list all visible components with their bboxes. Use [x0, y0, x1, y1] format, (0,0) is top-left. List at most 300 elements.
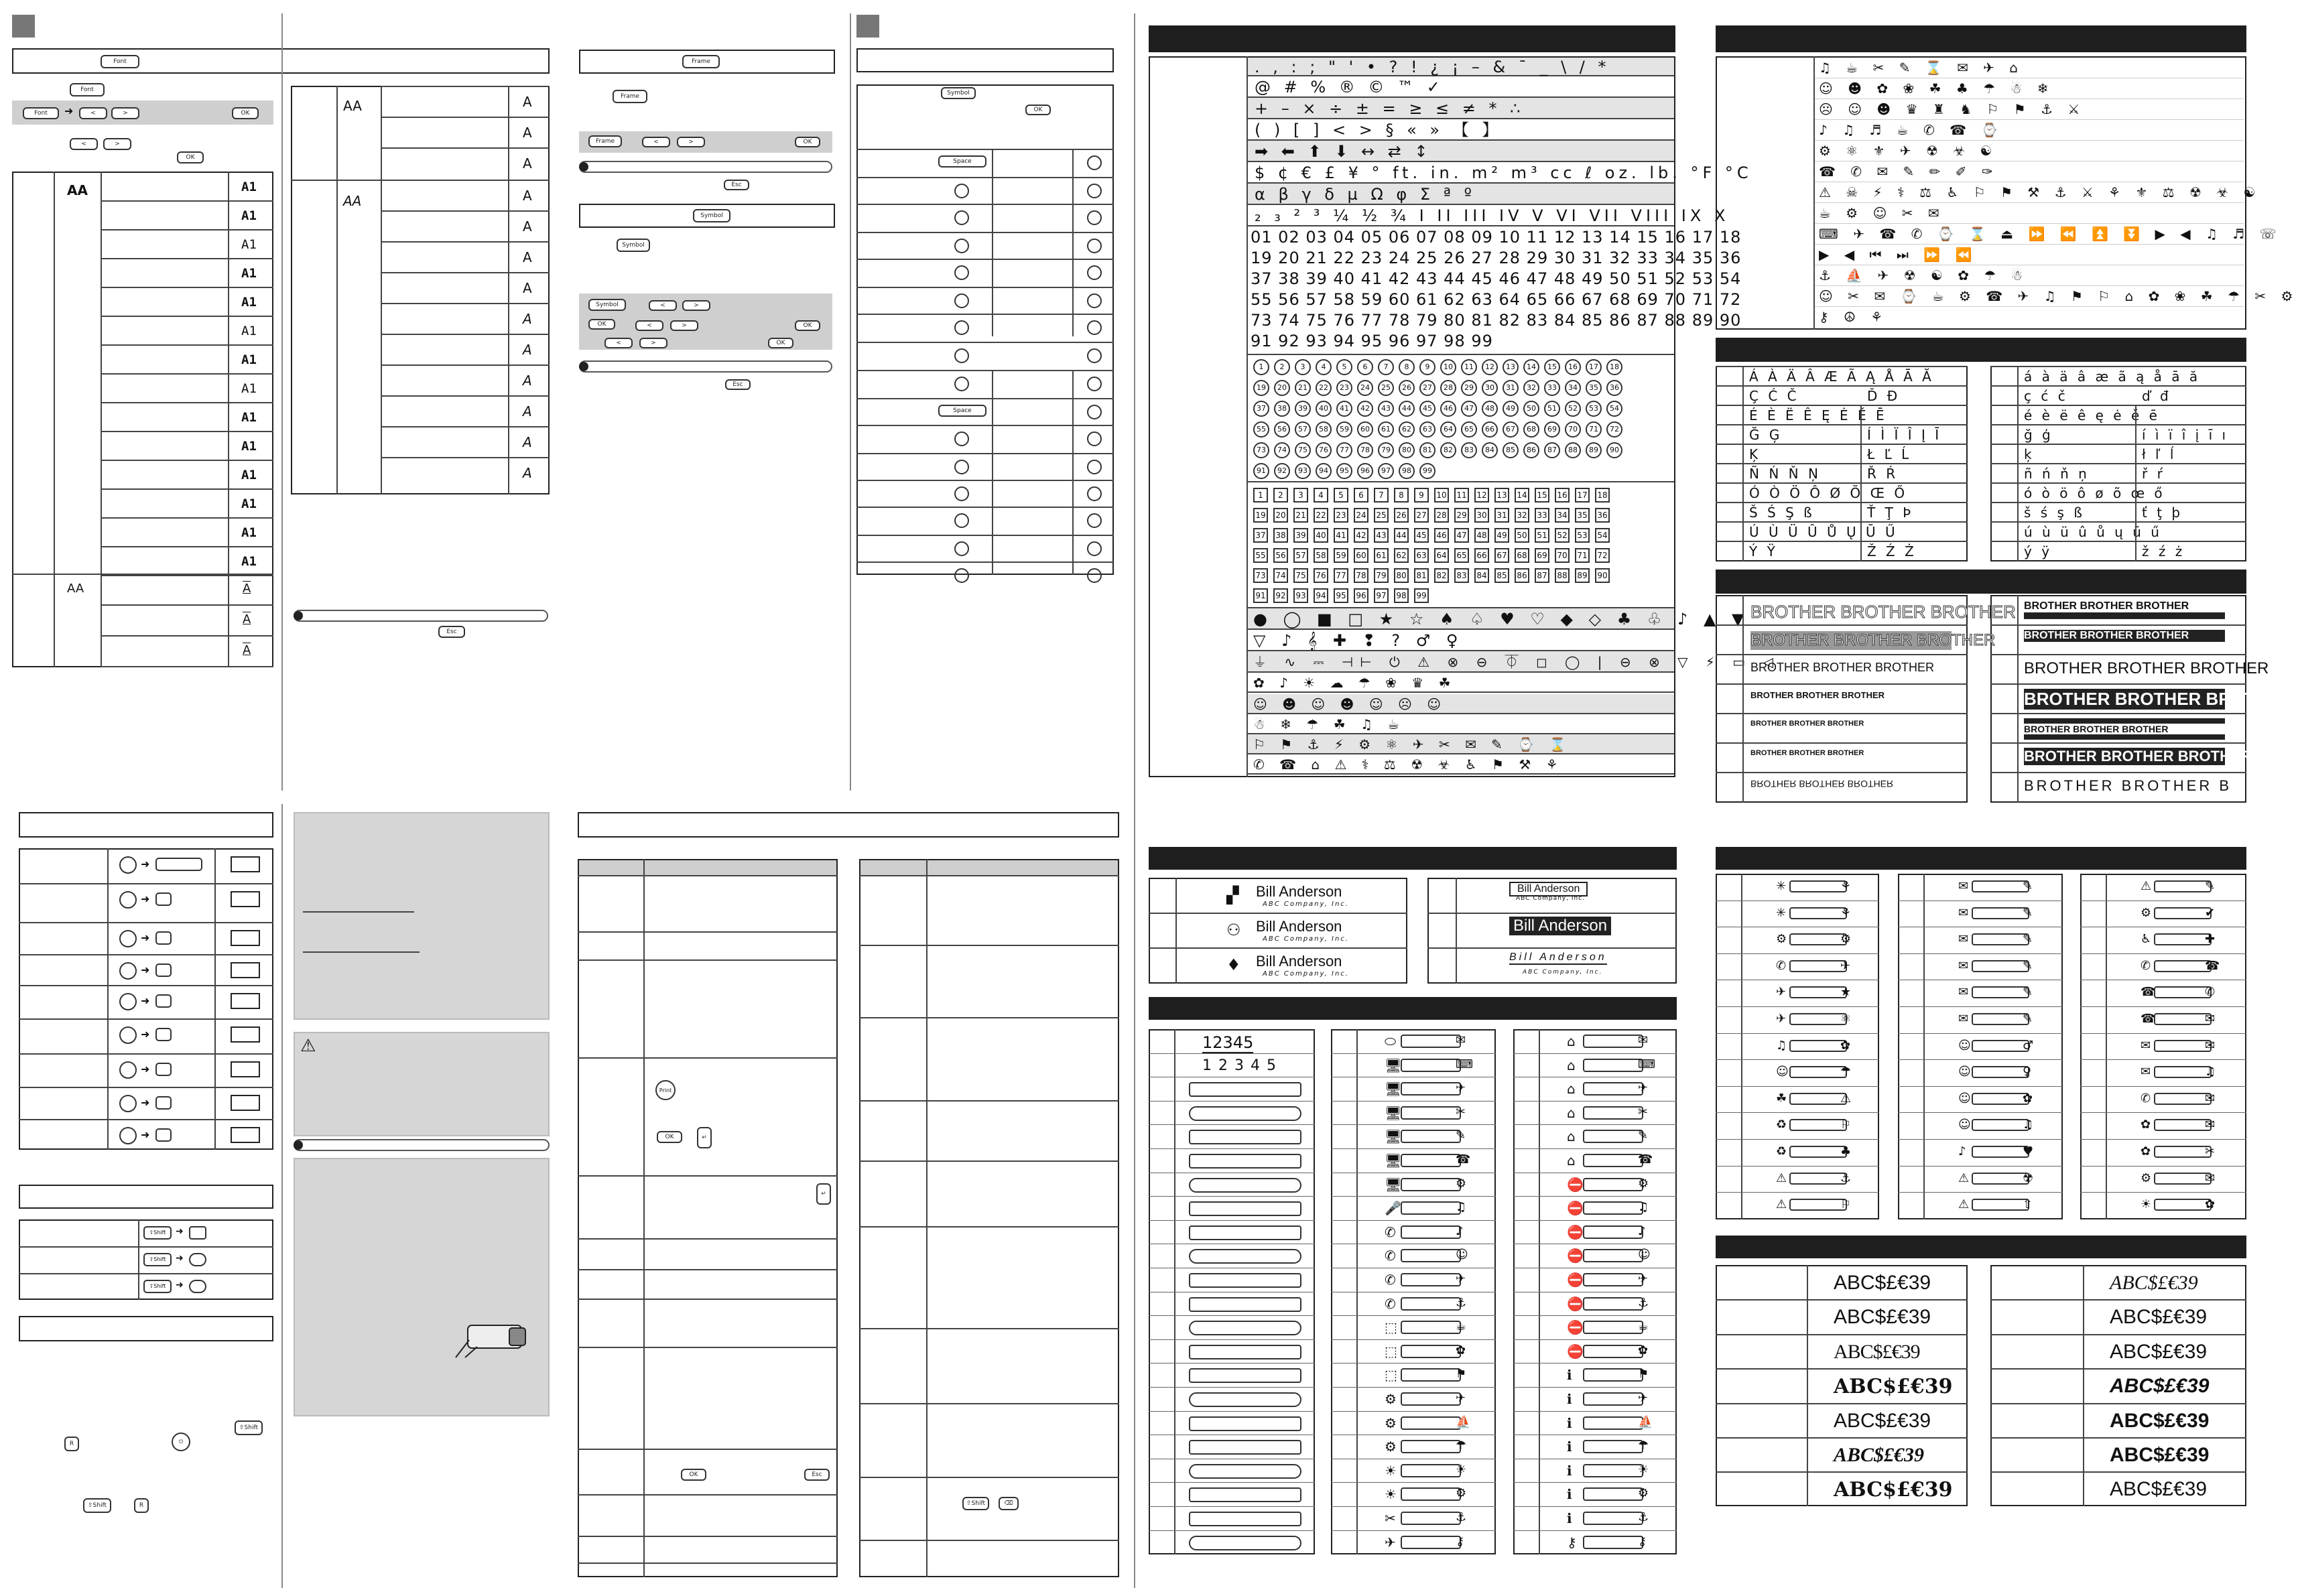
letter-key[interactable]: [1087, 377, 1102, 391]
frame-icon-right: ⚓: [1638, 1295, 1649, 1310]
letter-key[interactable]: [1087, 155, 1102, 170]
reset-header: [19, 1316, 273, 1341]
ok-key-7[interactable]: OK: [1025, 105, 1051, 115]
ok-key-9[interactable]: OK: [681, 1469, 706, 1481]
letter-key[interactable]: [954, 377, 969, 391]
circled-number: 3: [1295, 359, 1311, 375]
menu-key[interactable]: [119, 891, 137, 909]
menu-key[interactable]: [119, 930, 137, 947]
letter-key[interactable]: [1087, 320, 1102, 335]
circled-number-row: [1253, 380, 1627, 396]
icon-left: ✉: [1958, 985, 1969, 1000]
left-key-2[interactable]: <: [70, 138, 98, 150]
letter-key[interactable]: [1087, 405, 1102, 419]
frame-icon-left: ☀: [1385, 1462, 1397, 1479]
row-line: [101, 316, 273, 317]
r-key-2[interactable]: R: [134, 1498, 149, 1513]
font-size-sample: A1: [241, 525, 257, 540]
frame-icon-right: ☺: [1456, 1248, 1468, 1262]
frame-key-3[interactable]: Frame: [588, 135, 622, 147]
circled-number: 11: [1461, 359, 1477, 375]
ok-key-8[interactable]: OK: [657, 1131, 682, 1143]
template-header: [1149, 847, 1677, 870]
boxed-number: 33: [1535, 508, 1549, 523]
shift-key-c[interactable]: ⇧Shift: [962, 1497, 989, 1510]
boxed-number: 7: [1374, 488, 1389, 503]
row-line: [1716, 772, 1968, 773]
circled-number: 39: [1295, 401, 1311, 417]
circled-number: 87: [1544, 442, 1560, 458]
letter-key[interactable]: [954, 210, 969, 225]
font-key[interactable]: Font: [101, 55, 139, 68]
shift-key[interactable]: ⇧Shift: [143, 1280, 172, 1293]
shift-key-a[interactable]: ⇧Shift: [235, 1420, 263, 1435]
icon-left: ☺: [1776, 1065, 1789, 1079]
width-sample-icon: A: [243, 643, 251, 657]
boxed-number: 98: [1394, 588, 1409, 603]
frame-sample: [1583, 1416, 1643, 1430]
icon-left: ☺: [1958, 1118, 1971, 1132]
frame-icon-left: ✂: [1385, 1510, 1396, 1526]
letter-key[interactable]: [1087, 239, 1102, 253]
frame-key[interactable]: Frame: [682, 55, 720, 68]
frame-sample: [1583, 1249, 1643, 1262]
boxed-number: 16: [1555, 488, 1570, 503]
space-key[interactable]: Space: [938, 405, 986, 417]
frame-icon-right: ⚓: [1456, 1295, 1467, 1310]
esc-key-2[interactable]: Esc: [724, 180, 749, 190]
function-key[interactable]: [155, 1063, 172, 1076]
letter-key[interactable]: [1087, 293, 1102, 308]
accent-chars: Á À Ä Â Æ Ã Ą Å Ā Ă: [1749, 369, 1934, 385]
row-line: [856, 177, 1114, 178]
boxed-number: 6: [1354, 488, 1368, 503]
letter-key[interactable]: [1087, 541, 1102, 556]
circled-number: 60: [1357, 421, 1373, 438]
row-line: [1513, 1530, 1677, 1531]
font-size-sample: A1: [241, 208, 257, 223]
col-line: [2017, 595, 2019, 803]
icon-left: ✉: [1958, 1012, 1969, 1026]
frame-key-2[interactable]: Frame: [613, 90, 647, 103]
boxed-number: 53: [1575, 528, 1590, 543]
icon-right: ♥: [2023, 1144, 2034, 1158]
row-line: [1513, 1053, 1677, 1054]
boxed-number: 51: [1535, 528, 1549, 543]
style-sample: ABC$£€39: [1834, 1306, 1931, 1329]
left-key-6[interactable]: <: [604, 338, 633, 348]
row-line: [1990, 683, 2246, 685]
icon-right: ⚐: [1840, 1197, 1852, 1212]
icon-right: ⚘: [1840, 879, 1852, 893]
row-line: [381, 210, 550, 212]
boxed-number: 61: [1374, 548, 1389, 563]
boxed-number: 12: [1474, 488, 1489, 503]
circled-number: 77: [1336, 442, 1352, 458]
col-line: [2106, 874, 2107, 1219]
frame-icon-right: ☺: [1638, 1248, 1651, 1262]
font-key-2[interactable]: Font: [70, 83, 105, 96]
letter-key[interactable]: [1087, 265, 1102, 280]
icon-right: ☎: [2205, 958, 2220, 973]
menu-key[interactable]: [119, 1026, 137, 1044]
info-panel: [294, 812, 550, 1020]
letter-key[interactable]: [1087, 460, 1102, 474]
ok-key[interactable]: OK: [232, 107, 259, 119]
letter-key[interactable]: [954, 320, 969, 335]
letter-key[interactable]: [1087, 513, 1102, 528]
enter-key-2[interactable]: ↵: [816, 1183, 831, 1205]
icon-right: ✉: [2205, 1118, 2216, 1132]
row-line: [1513, 1411, 1677, 1412]
icon-frame-sample: [1972, 1119, 2029, 1131]
pictograph-row: ♪ ♫ ♬ ☕ ✆ ☎ ⌚: [1815, 120, 2244, 141]
letter-key[interactable]: [1087, 210, 1102, 225]
ok-key-2[interactable]: OK: [177, 151, 204, 163]
boxed-number: 22: [1314, 508, 1328, 523]
row-line: [1990, 1334, 2246, 1335]
icon-right: ♣: [1840, 1144, 1852, 1158]
accent-chars: Ł Ľ Ĺ: [1867, 446, 1912, 462]
function-key[interactable]: [155, 892, 172, 906]
circled-number: 91: [1253, 463, 1269, 479]
row-line: [1716, 1192, 1879, 1193]
frame-sample: [1189, 1321, 1301, 1335]
ok-key-3[interactable]: OK: [795, 137, 820, 147]
trouble-header: [578, 812, 1119, 838]
row-line: [578, 1536, 838, 1537]
boxed-number: 47: [1454, 528, 1469, 543]
frame-icon-left: ℹ: [1567, 1414, 1572, 1431]
circled-number: 41: [1336, 401, 1352, 417]
frame-icon-right: ☂: [1456, 1439, 1467, 1453]
letter-key[interactable]: [954, 541, 969, 556]
shift-key[interactable]: ⇧Shift: [143, 1253, 172, 1266]
symbol-key-2[interactable]: Symbol: [617, 239, 650, 252]
boxed-number: 60: [1354, 548, 1368, 563]
function-key[interactable]: [189, 1280, 206, 1293]
letter-key[interactable]: [954, 431, 969, 446]
frame-icon-left: ⛔: [1567, 1176, 1584, 1193]
circled-number: 31: [1503, 380, 1519, 396]
space-key[interactable]: Space: [938, 155, 986, 168]
menu-key[interactable]: [119, 1061, 137, 1079]
frame-icon-right: ⛵: [1456, 1414, 1471, 1429]
pictograph-row: ⌨ ✈ ☎ ✆ ⌚ ⌛ ⏏ ⏩ ⏪ ⏫ ⏬ ▶ ◀ ♫ ♬ ☏: [1815, 224, 2244, 245]
circled-number: 44: [1399, 401, 1415, 417]
row-line: [1331, 1506, 1496, 1507]
frame-icon-right: ⚙: [1456, 1486, 1467, 1501]
frame-icon-left: ⬭: [1385, 1033, 1397, 1049]
symbol-row: $ ¢ € £ ¥ ° ft. in. m² m³ cc ℓ oz. lb. °F °C: [1248, 162, 1674, 184]
row-line: [1331, 1530, 1496, 1531]
right-key-3[interactable]: >: [677, 137, 705, 147]
row-line: [1990, 1471, 2246, 1473]
icon-left: ☎: [2141, 985, 2156, 1000]
icon-right: ✉: [2205, 1038, 2216, 1053]
symbol-key-4[interactable]: Symbol: [941, 87, 976, 99]
icon-frame-sample: [1972, 1040, 2029, 1052]
function-key[interactable]: [155, 858, 202, 871]
accent-chars: á à ä â æ ã ą å ā ă: [2024, 369, 2201, 385]
row-line: [1331, 1220, 1496, 1221]
frame-sample: [1189, 1464, 1301, 1479]
row-line: [1149, 1220, 1315, 1221]
row-line: [859, 1100, 1119, 1102]
row-line: [1716, 424, 1968, 425]
accent-chars: ú ù ü û ů ų ū ű: [2024, 524, 2162, 540]
letter-key[interactable]: [954, 239, 969, 253]
circled-number: 13: [1503, 359, 1519, 375]
style-sample: ABC$£€39: [1834, 1478, 1953, 1502]
right-key-6[interactable]: >: [639, 338, 667, 348]
right-key-4[interactable]: >: [682, 300, 710, 311]
boxed-number: 39: [1293, 528, 1308, 543]
letter-key[interactable]: [954, 513, 969, 528]
row-line: [1990, 1437, 2246, 1439]
letter-key[interactable]: [954, 293, 969, 308]
esc-key-3[interactable]: Esc: [725, 379, 751, 390]
row-line: [1716, 1166, 1879, 1167]
frame-icon-right: ☂: [1638, 1439, 1649, 1453]
frame-icon-right: ⚷: [1638, 1534, 1647, 1548]
frame-icon-right: ✂: [1638, 1104, 1649, 1119]
row-line: [101, 344, 273, 346]
circled-number: 51: [1544, 401, 1560, 417]
icon-left: ✉: [2141, 1065, 2151, 1079]
style-sample-icon: A: [523, 125, 532, 141]
icon-right: ✉: [2205, 1012, 2216, 1026]
frame-sample: [1583, 1106, 1643, 1120]
row-line: [1513, 1124, 1677, 1125]
row-line: [859, 875, 1119, 876]
row-line: [1990, 541, 2246, 542]
icon-left: ✿: [2141, 1144, 2151, 1158]
letter-key[interactable]: [1087, 184, 1102, 198]
boxed-number: 83: [1454, 568, 1469, 583]
frame-icon-left: ℹ: [1567, 1510, 1572, 1526]
font-key-3[interactable]: Font: [23, 107, 59, 119]
function-key[interactable]: [155, 931, 172, 945]
icon-frame-sample: [1972, 907, 2029, 919]
boxed-number: 57: [1293, 548, 1308, 563]
row-line: [381, 457, 550, 458]
letter-key[interactable]: [1087, 348, 1102, 363]
row-line: [578, 1449, 838, 1450]
row-line: [1149, 1315, 1315, 1316]
accent-chars: ž ź ż: [2142, 543, 2185, 559]
letter-key[interactable]: [1087, 568, 1102, 583]
font-size-sample: A1: [241, 266, 257, 281]
letter-key[interactable]: [1087, 486, 1102, 501]
menu-key[interactable]: [119, 856, 137, 874]
pictograph-row: ⚓ ⛵ ✈ ☢ ☯ ✿ ☂ ☃: [1815, 265, 2244, 286]
function-key[interactable]: [155, 1128, 172, 1142]
letter-key[interactable]: [954, 184, 969, 198]
icon-frame-sample: [2154, 1013, 2212, 1025]
pictograph-row: ☕ ⚙ ☺ ✂ ✉: [1815, 203, 2244, 224]
accent-chars: ñ ń ň ņ: [2024, 466, 2090, 482]
caution-panel: [294, 1032, 550, 1136]
icon-frame-sample: [1789, 1093, 1847, 1105]
circled-number: 14: [1523, 359, 1539, 375]
right-key-5[interactable]: >: [670, 320, 698, 331]
style-sample-icon: A: [523, 188, 532, 204]
shift-key[interactable]: ⇧Shift: [143, 1226, 172, 1240]
circled-number: 50: [1523, 401, 1539, 417]
brother-sample: BROTHER BROTHER BROTHER: [1750, 631, 1996, 649]
icon-right: ✎: [2205, 879, 2216, 893]
style-sample-icon: A: [523, 280, 532, 296]
frame-sample: [1189, 1416, 1301, 1431]
print-key[interactable]: Print: [655, 1080, 676, 1100]
icon-left: ♻: [1776, 1118, 1787, 1132]
row-line: [19, 1273, 273, 1274]
pictograph-row: ☃ ❄ ☂ ☘ ♫ ☕: [1248, 714, 1674, 734]
right-key-2[interactable]: >: [103, 138, 131, 150]
boxed-number: 94: [1314, 588, 1328, 603]
function-key[interactable]: [155, 994, 172, 1008]
col-line: [138, 1219, 139, 1300]
icon-left: ☺: [1958, 1038, 1971, 1053]
shift-key-b[interactable]: ⇧Shift: [83, 1498, 111, 1513]
boxed-number: 87: [1535, 568, 1549, 583]
menu-key[interactable]: [119, 993, 137, 1010]
font-size-sample: A1: [241, 439, 257, 454]
ok-key-6[interactable]: OK: [768, 338, 793, 348]
backspace-key[interactable]: ⌫: [999, 1497, 1019, 1510]
pictograph-row: ♫ ☕ ✂ ✎ ⌛ ✉ ✈ ⌂: [1815, 58, 2244, 78]
row-line: [1513, 1101, 1677, 1102]
template-icon: ▞: [1226, 886, 1239, 905]
row-line: [1990, 463, 2246, 464]
accent-chars: Ž Ź Ż: [1867, 543, 1917, 559]
function-key[interactable]: [189, 1226, 206, 1240]
circled-number: 35: [1586, 380, 1602, 396]
menu-key[interactable]: [119, 1095, 137, 1112]
letter-key[interactable]: [954, 348, 969, 363]
circled-number: 34: [1565, 380, 1581, 396]
esc-key[interactable]: Esc: [438, 626, 465, 638]
number-row: 19 20 21 22 23 24 25 26 27 28 29 30 31 32 33 34 35 36: [1251, 249, 1742, 267]
note-dot-2: [579, 162, 588, 172]
icon-frame-sample: [1789, 1013, 1847, 1025]
col-line: [1072, 370, 1074, 575]
menu-key[interactable]: [119, 1127, 137, 1144]
ok-key-4[interactable]: OK: [588, 319, 615, 330]
function-key[interactable]: [155, 1028, 172, 1041]
circled-number-row: [1253, 463, 1440, 479]
circled-number: 67: [1503, 421, 1519, 438]
frame-sample: [1583, 1392, 1643, 1406]
enter-key[interactable]: ↵: [697, 1127, 712, 1148]
boxed-number: 89: [1575, 568, 1590, 583]
letter-key[interactable]: [954, 460, 969, 474]
right-key[interactable]: >: [111, 107, 139, 119]
brother-sample: BROTHER BROTHER BROTHER: [2024, 630, 2225, 642]
boxed-number: 91: [1253, 588, 1268, 603]
icon-frame-sample: [1972, 1065, 2032, 1079]
left-key-4[interactable]: <: [649, 300, 677, 311]
frame-icon-left: ⬚: [1385, 1319, 1397, 1336]
r-key[interactable]: R: [64, 1437, 79, 1451]
row-line: [1513, 1148, 1677, 1149]
style-sample: ABC$£€39: [2110, 1444, 2210, 1466]
row-line: [578, 931, 838, 933]
icon-left: ⚠: [1958, 1197, 1970, 1212]
style-sample: ABC$£€39: [2110, 1375, 2210, 1398]
row-line: [381, 180, 550, 181]
row-line: [859, 1160, 1119, 1162]
font-size-sample: A1: [241, 554, 257, 569]
letter-key[interactable]: [954, 486, 969, 501]
frame-icon-right: ✂: [1456, 1104, 1466, 1119]
row-line: [1513, 1339, 1677, 1340]
template-name: Bill Anderson: [1509, 917, 1611, 935]
icon-left: ⚙: [2141, 905, 2152, 920]
brother-sample: BROTHER BROTHER BROTHER: [1750, 602, 2016, 622]
row-line: [1990, 366, 2246, 367]
template-name: Bill Anderson: [1509, 882, 1588, 896]
circled-number: 76: [1316, 442, 1332, 458]
function-key[interactable]: [155, 1096, 172, 1110]
frame-number-sample-rot: 12345: [1202, 1057, 1283, 1074]
frame-icon-right: ☕: [1456, 1319, 1467, 1334]
symbol-key-3[interactable]: Symbol: [588, 299, 626, 311]
circled-number: 93: [1295, 463, 1311, 479]
letter-key[interactable]: [1087, 431, 1102, 446]
circled-number: 16: [1565, 359, 1581, 375]
circled-number: 96: [1357, 463, 1373, 479]
row-line: [1990, 482, 2246, 484]
accent-chars: Ř Ŕ: [1867, 466, 1899, 482]
row-line: [1248, 481, 1674, 482]
left-key-3[interactable]: <: [642, 137, 670, 147]
ok-key-5[interactable]: OK: [795, 320, 820, 331]
circled-number: 80: [1399, 442, 1415, 458]
left-key[interactable]: <: [79, 107, 107, 119]
function-key[interactable]: [155, 963, 172, 977]
boxed-number: 14: [1515, 488, 1529, 503]
symbol-key[interactable]: Symbol: [693, 209, 730, 222]
page-badge-left: [12, 15, 35, 38]
style-sample: ABC$£€39: [2110, 1306, 2208, 1329]
row-line: [2080, 1059, 2246, 1060]
boxed-number: 99: [1414, 588, 1429, 603]
style-sample-icon: A: [523, 249, 532, 265]
row-line: [1898, 1192, 2063, 1193]
col-line: [992, 149, 993, 336]
frame-icon-right: ✉: [1638, 1033, 1649, 1047]
letter-key[interactable]: [954, 568, 969, 583]
esc-key-4[interactable]: Esc: [804, 1469, 830, 1481]
style-sample-header: [1716, 1236, 2246, 1258]
row-line: [1898, 1033, 2063, 1034]
power-key[interactable]: ⏻: [172, 1433, 190, 1451]
frame-sample: [1401, 1106, 1461, 1120]
frame-icon-left: ✆: [1385, 1223, 1396, 1240]
boxed-number: 85: [1494, 568, 1509, 583]
letter-key[interactable]: [954, 265, 969, 280]
menu-key[interactable]: [119, 962, 137, 980]
left-key-5[interactable]: <: [635, 320, 663, 331]
function-key[interactable]: [189, 1253, 206, 1266]
row-line: [859, 1477, 1119, 1478]
accent-chars: É È Ë Ê Ę Ė Ě Ē: [1749, 407, 1887, 423]
arrow-icon: ➜: [141, 1063, 150, 1075]
symbol-row: @ # % ® © ™ ✓: [1248, 76, 1674, 98]
icon-right: ✎: [2023, 905, 2033, 920]
